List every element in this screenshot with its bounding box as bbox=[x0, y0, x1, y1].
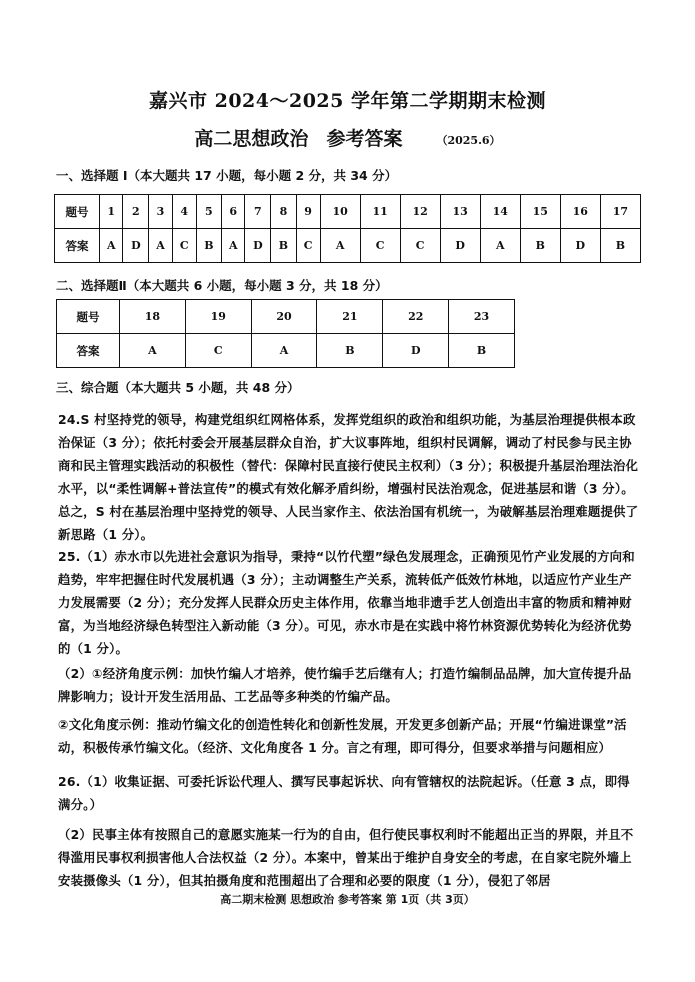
row-label: 题号 bbox=[55, 195, 100, 229]
question-number: 2 bbox=[123, 195, 149, 229]
answer-cell: D bbox=[560, 229, 600, 263]
answer-q26-part1: 26.（1）收集证据、可委托诉讼代理人、撰写民事起诉状、向有管辖权的法院起诉。（任意 3 点，即得满分。） bbox=[58, 774, 630, 812]
answer-cell: D bbox=[123, 229, 149, 263]
answer-cell: A bbox=[251, 334, 317, 368]
question-number: 7 bbox=[245, 195, 271, 229]
answer-cell: A bbox=[149, 229, 172, 263]
answer-q26-part2: （2）民事主体有按照自己的意愿实施某一行为的自由，但行使民事权利时不能超出正当的界限，并且不得滥用民事权利损害他人合法权益（2 分）。本案中，曾某出于维护自身安全的考虑，在自家宅院外墙上安装摄像头（1 分），但其拍摄角度和范围超出了合理和必要的限度（1 分），侵犯了邻居 bbox=[58, 827, 634, 888]
page-title: 嘉兴市 2024～2025 学年第二学期期末检测 bbox=[149, 90, 546, 112]
answer-cell: A bbox=[120, 334, 186, 368]
answer-cell: B bbox=[271, 229, 296, 263]
question-number: 5 bbox=[196, 195, 221, 229]
question-number: 11 bbox=[360, 195, 400, 229]
question-number: 8 bbox=[271, 195, 296, 229]
answer-q25-part2-economic: （2）①经济角度示例：加快竹编人才培养，使竹编手艺后继有人；打造竹编制品品牌，加大宣传提升品牌影响力；设计开发生活用品、工艺品等多种类的竹编产品。 bbox=[58, 666, 632, 704]
question-number: 22 bbox=[383, 300, 449, 334]
answer-cell: A bbox=[320, 229, 360, 263]
answer-cell: C bbox=[360, 229, 400, 263]
answer-row bbox=[55, 229, 641, 263]
answer-cell: B bbox=[196, 229, 221, 263]
question-number: 18 bbox=[120, 300, 186, 334]
question-number: 20 bbox=[251, 300, 317, 334]
question-number: 15 bbox=[520, 195, 560, 229]
question-number: 3 bbox=[149, 195, 172, 229]
answer-cell: C bbox=[296, 229, 320, 263]
answer-row bbox=[57, 334, 515, 368]
answer-cell: A bbox=[480, 229, 520, 263]
section1-heading: 一、选择题 Ⅰ（本大题共 17 小题，每小题 2 分，共 34 分） bbox=[56, 168, 398, 183]
question-number: 6 bbox=[222, 195, 245, 229]
answer-cell: C bbox=[172, 229, 196, 263]
answer-cell: A bbox=[222, 229, 245, 263]
question-number: 12 bbox=[400, 195, 440, 229]
exam-date: （2025.6） bbox=[436, 134, 501, 147]
question-number: 1 bbox=[100, 195, 123, 229]
question-number: 13 bbox=[440, 195, 480, 229]
answer-cell: B bbox=[520, 229, 560, 263]
section2-heading: 二、选择题Ⅱ（本大题共 6 小题，每小题 3 分，共 18 分） bbox=[56, 278, 388, 293]
question-number-row bbox=[55, 195, 641, 229]
answer-cell: D bbox=[245, 229, 271, 263]
question-number-row bbox=[57, 300, 515, 334]
choice-table-2 bbox=[56, 299, 515, 368]
question-number: 14 bbox=[480, 195, 520, 229]
answer-cell: C bbox=[185, 334, 251, 368]
row-label: 题号 bbox=[57, 300, 120, 334]
answer-q25-part1: 25.（1）赤水市以先进社会意识为指导，秉持“以竹代塑”绿色发展理念，正确预见竹产业发展的方向和趋势，牢牢把握住时代发展机遇（3 分）；主动调整生产关系，流转低产低效竹林地，以适应竹产业生产力发展需要（2 分）；充分发挥人民群众历史主体作用，依靠当地非遗手艺人创造出丰富的物质和精神财富，为当地经济绿色转型注入新动能（3 分）。可见，赤水市是在实践中将竹林资源优势转化为经济优势的（1 分）。 bbox=[58, 549, 635, 656]
question-number: 10 bbox=[320, 195, 360, 229]
answer-cell: C bbox=[400, 229, 440, 263]
question-number: 16 bbox=[560, 195, 600, 229]
section3-heading: 三、综合题（本大题共 5 小题，共 48 分） bbox=[56, 380, 300, 395]
subject-label: 高二思想政治 bbox=[194, 128, 309, 150]
question-number: 23 bbox=[449, 300, 515, 334]
question-number: 9 bbox=[296, 195, 320, 229]
answer-cell: B bbox=[449, 334, 515, 368]
answer-q25-part2-cultural: ②文化角度示例：推动竹编文化的创造性转化和创新性发展，开发更多创新产品；开展“竹编进课堂”活动，积极传承竹编文化。（经济、文化角度各 1 分。言之有理，即可得分，但要求举措与问题相应） bbox=[58, 717, 627, 755]
answer-q24: 24.S 村坚持党的领导，构建党组织红网格体系，发挥党组织的政治和组织功能，为基层治理提供根本政治保证（3 分）；依托村委会开展基层群众自治，扩大议事阵地，组织村民调解，调动了村民参与民主协商和民主管理实践活动的积极性（替代：保障村民直接行使民主权利）（3 分）；积极提升基层治理法治化水平，以“柔性调解+普法宣传”的模式有效化解矛盾纠纷，增强村民法治观念，促进基层和谐（3 分）。总之，S 村在基层治理中坚持党的领导、人民当家作主、依法治国有机统一，为破解基层治理难题提供了新思路（1 分）。 bbox=[58, 412, 639, 542]
answer-cell: A bbox=[100, 229, 123, 263]
answer-cell: B bbox=[317, 334, 383, 368]
row-label: 答案 bbox=[55, 229, 100, 263]
page-subtitle bbox=[0, 124, 695, 151]
question-number: 17 bbox=[600, 195, 640, 229]
answer-cell: D bbox=[440, 229, 480, 263]
question-number: 21 bbox=[317, 300, 383, 334]
question-number: 4 bbox=[172, 195, 196, 229]
answer-cell: D bbox=[383, 334, 449, 368]
row-label: 答案 bbox=[57, 334, 120, 368]
choice-table-1 bbox=[54, 194, 641, 263]
question-number: 19 bbox=[185, 300, 251, 334]
answer-key-label: 参考答案 bbox=[326, 128, 403, 150]
answer-cell: B bbox=[600, 229, 640, 263]
page-footer: 高二期末检测 思想政治 参考答案 第 1页（共 3页） bbox=[220, 893, 475, 906]
